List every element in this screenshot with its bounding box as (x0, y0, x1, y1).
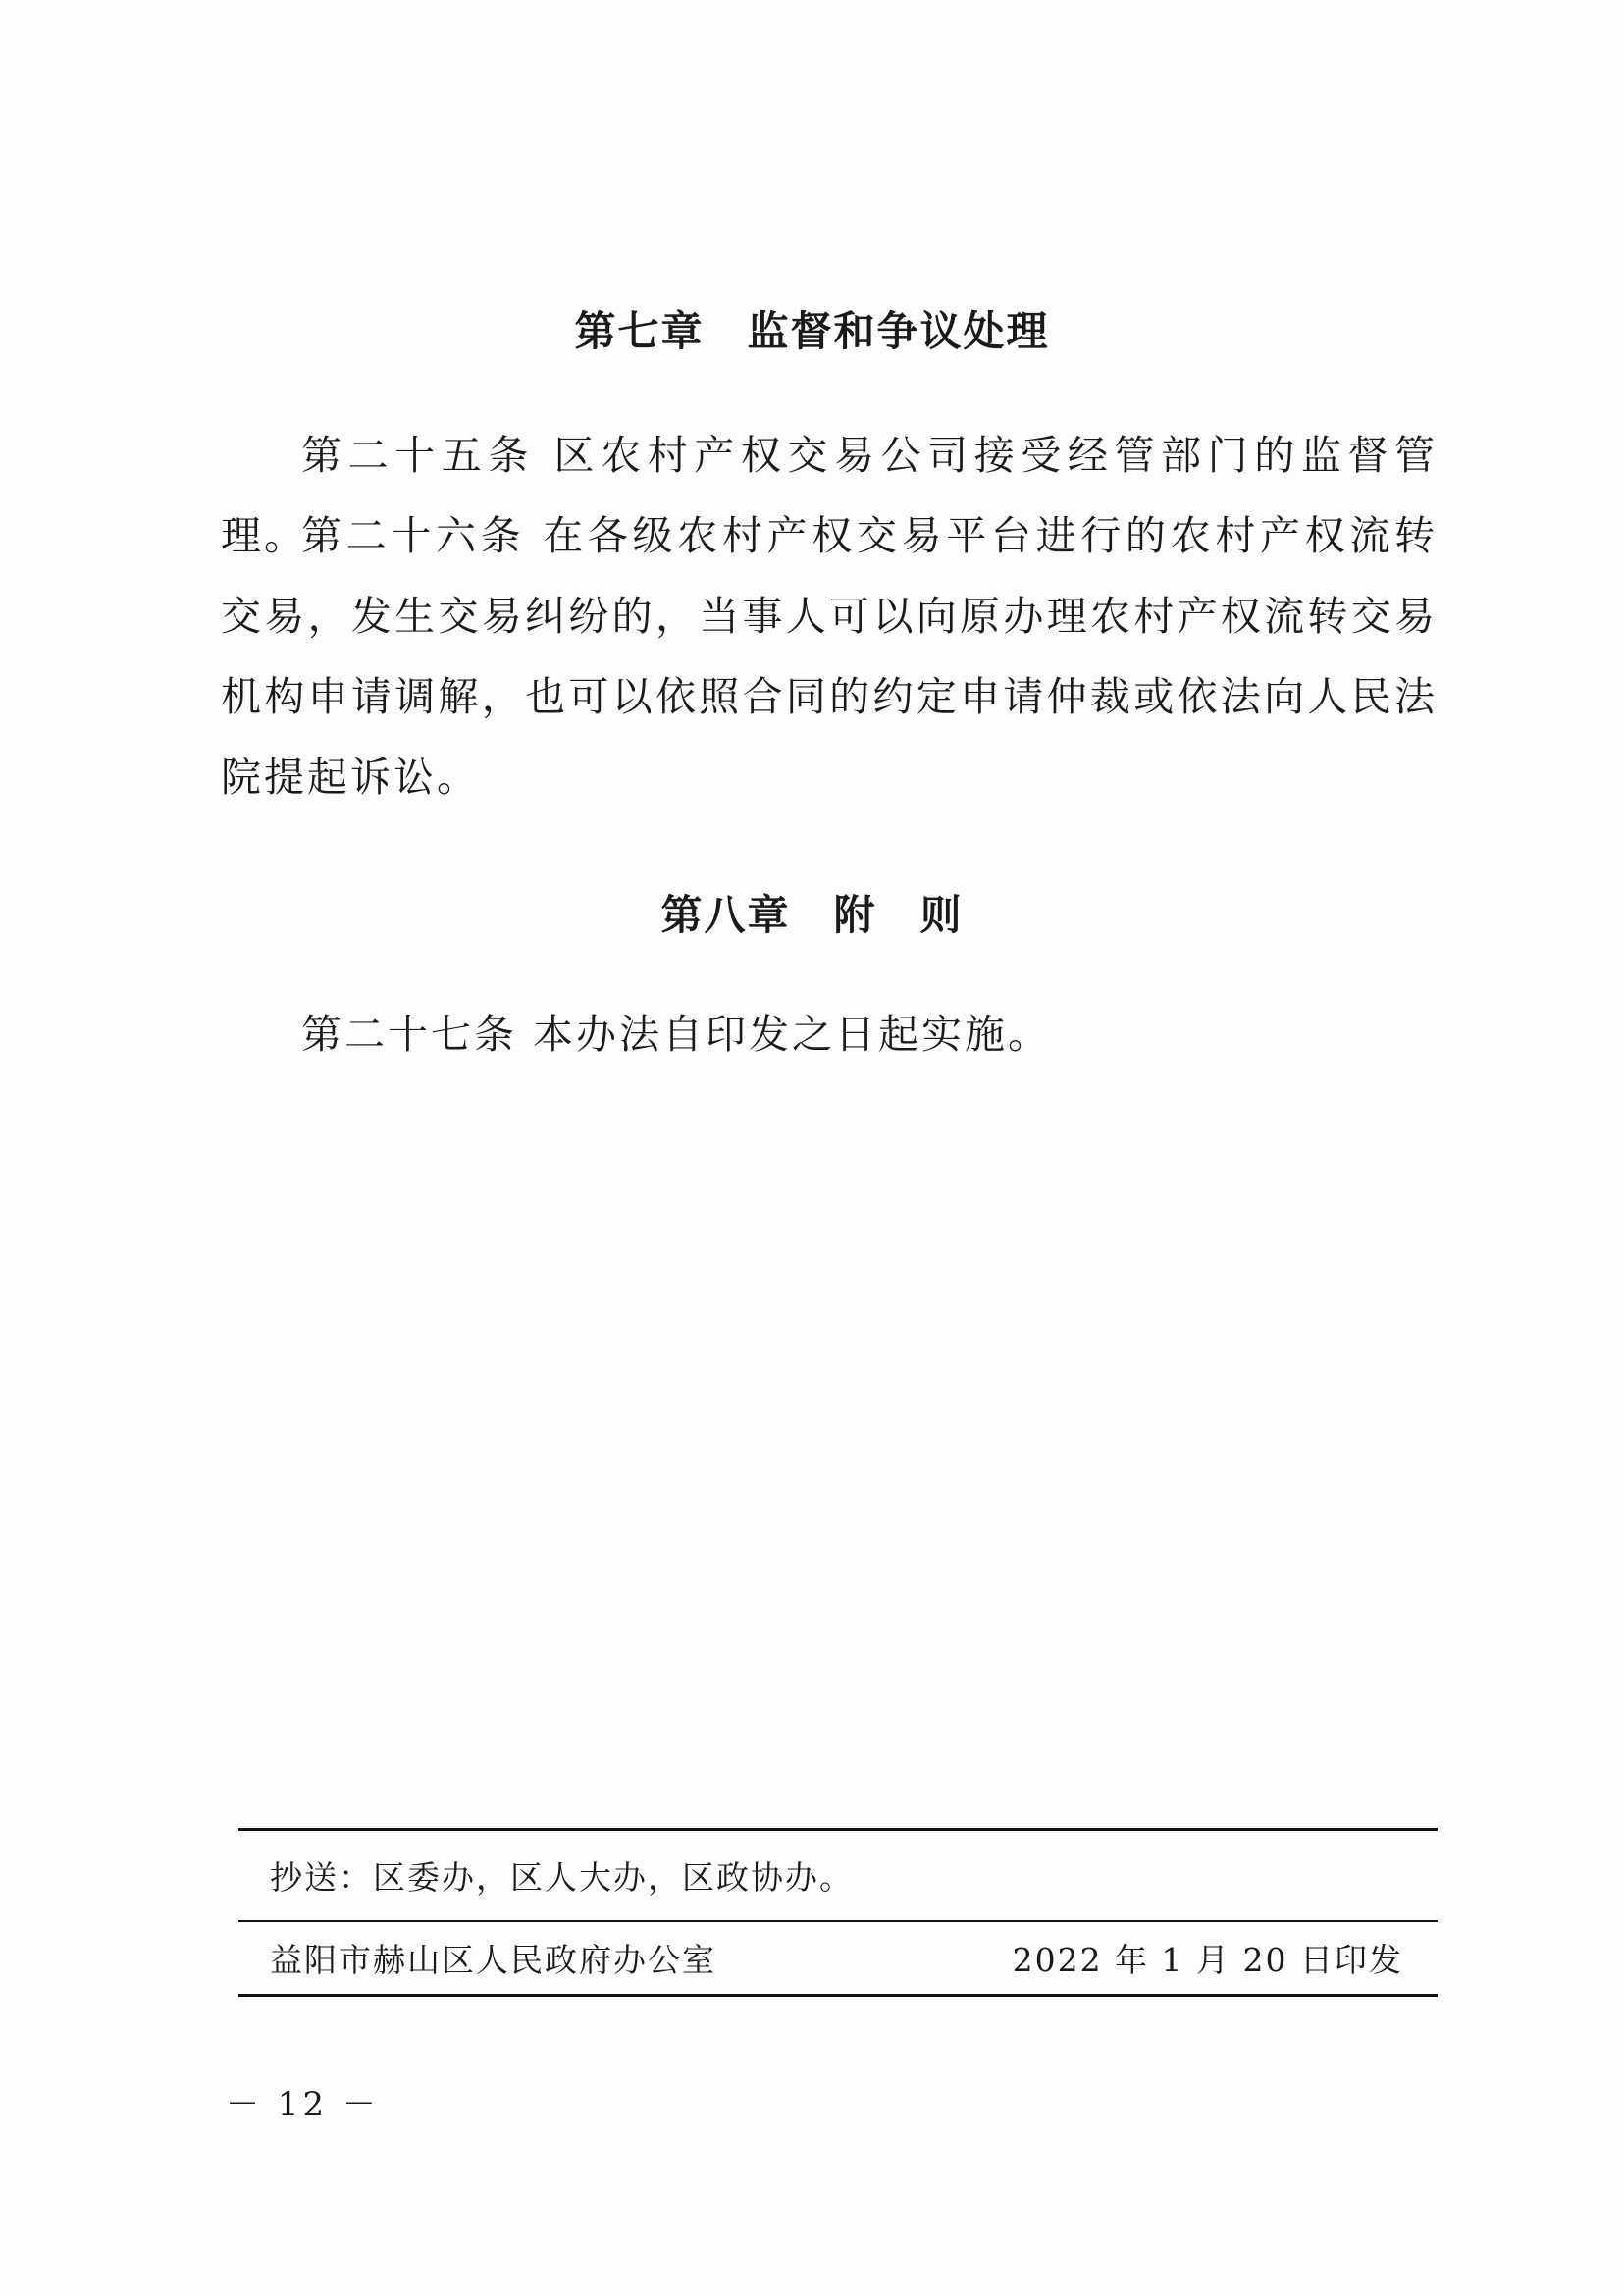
article-25: 第二十五条 区农村产权交易公司接受经管部门的监督管理。 (221, 432, 1438, 559)
chapter-7-title: 第七章 监督和争议处理 (574, 307, 1050, 355)
article-27: 第二十七条 本办法自印发之日起实施。 (301, 1011, 1052, 1058)
cc-line: 抄送：区委办，区人大办，区政协办。 (270, 1858, 854, 1897)
issuing-office: 益阳市赫山区人民政府办公室 (270, 1941, 716, 1979)
page-number: － 12 － (226, 2085, 380, 2124)
footer-rule-bottom (238, 1994, 1438, 1997)
footer-rule-top (238, 1828, 1438, 1831)
article-26: 第二十六条 在各级农村产权交易平台进行的农村产权流转交易，发生交易纠纷的，当事人可以向原办理农村产权流转交易机构申请调解，也可以依照合同的约定申请仲裁或依法向人民法院提起诉讼。 (221, 512, 1438, 801)
issue-date: 2022 年 1 月 20 日印发 (1012, 1941, 1403, 1979)
footer-rule-middle (238, 1920, 1438, 1922)
chapter-8-title: 第八章 附 则 (660, 891, 964, 939)
